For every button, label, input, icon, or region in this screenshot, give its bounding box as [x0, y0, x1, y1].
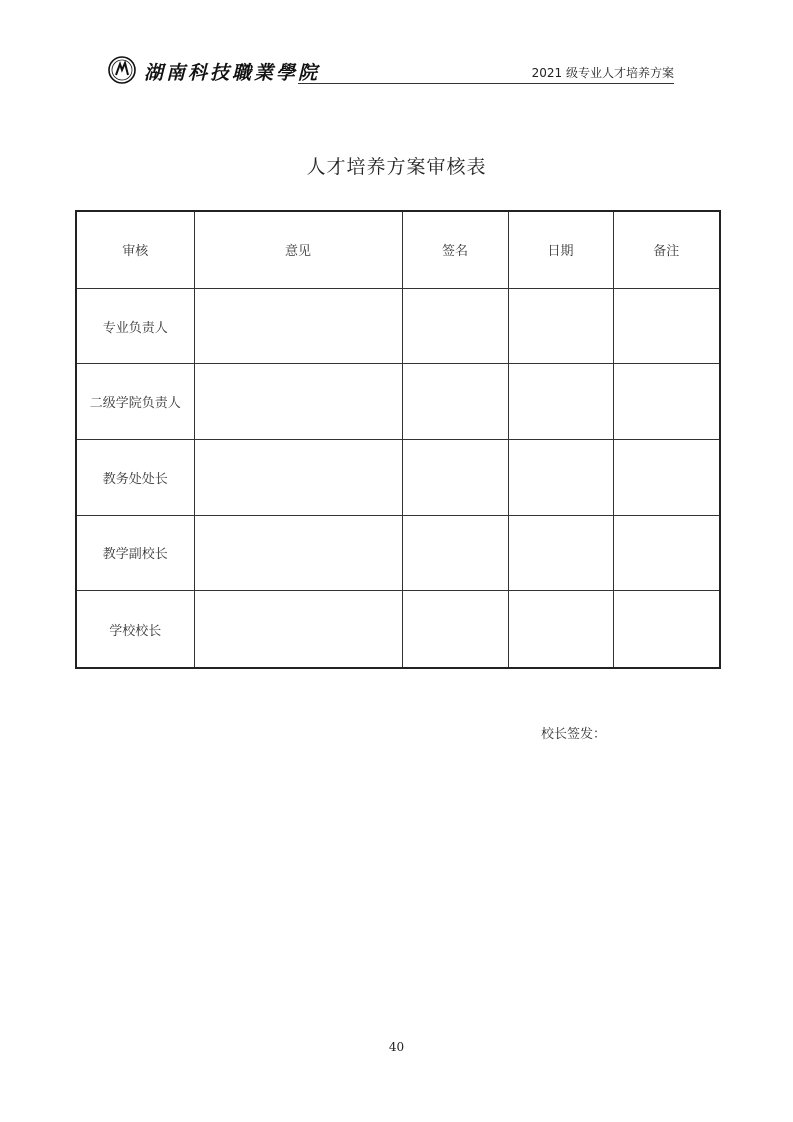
row-role-label: 教学副校长 — [76, 515, 194, 591]
table-row — [76, 364, 720, 440]
date-cell — [508, 515, 613, 591]
table-row — [76, 288, 720, 364]
date-cell — [508, 364, 613, 440]
document-label: 2021 级专业人才培养方案 — [531, 66, 674, 80]
column-header-date: 日期 — [508, 211, 613, 288]
row-role-label: 学校校长 — [76, 591, 194, 668]
row-role-label: 教务处处长 — [76, 439, 194, 515]
signature-cell — [402, 591, 508, 668]
signature-cell — [402, 439, 508, 515]
opinion-cell — [194, 364, 402, 440]
table-header-row — [76, 211, 720, 288]
opinion-cell — [194, 439, 402, 515]
remarks-cell — [613, 591, 720, 668]
signature-cell — [402, 364, 508, 440]
table-row — [76, 515, 720, 591]
signature-cell — [402, 288, 508, 364]
date-cell — [508, 591, 613, 668]
table-row — [76, 591, 720, 668]
row-role-label: 二级学院负责人 — [76, 364, 194, 440]
page-title: 人才培养方案审核表 — [306, 156, 487, 178]
principal-signoff-label: 校长签发： — [541, 727, 607, 742]
column-header-remarks: 备注 — [613, 211, 720, 288]
remarks-cell — [613, 515, 720, 591]
row-role-label: 专业负责人 — [76, 288, 194, 364]
page-number: 40 — [388, 1040, 405, 1054]
date-cell — [508, 439, 613, 515]
header-divider — [298, 83, 674, 84]
column-header-signature: 签名 — [402, 211, 508, 288]
remarks-cell — [613, 364, 720, 440]
signature-cell — [402, 515, 508, 591]
page-header — [108, 54, 674, 84]
remarks-cell — [613, 439, 720, 515]
school-emblem-icon — [108, 56, 136, 84]
column-header-review: 审核 — [76, 211, 194, 288]
school-name: 湖南科技職業學院 — [144, 62, 321, 84]
review-table — [75, 210, 721, 669]
opinion-cell — [194, 515, 402, 591]
opinion-cell — [194, 591, 402, 668]
opinion-cell — [194, 288, 402, 364]
table-row — [76, 439, 720, 515]
date-cell — [508, 288, 613, 364]
remarks-cell — [613, 288, 720, 364]
column-header-opinion: 意见 — [194, 211, 402, 288]
